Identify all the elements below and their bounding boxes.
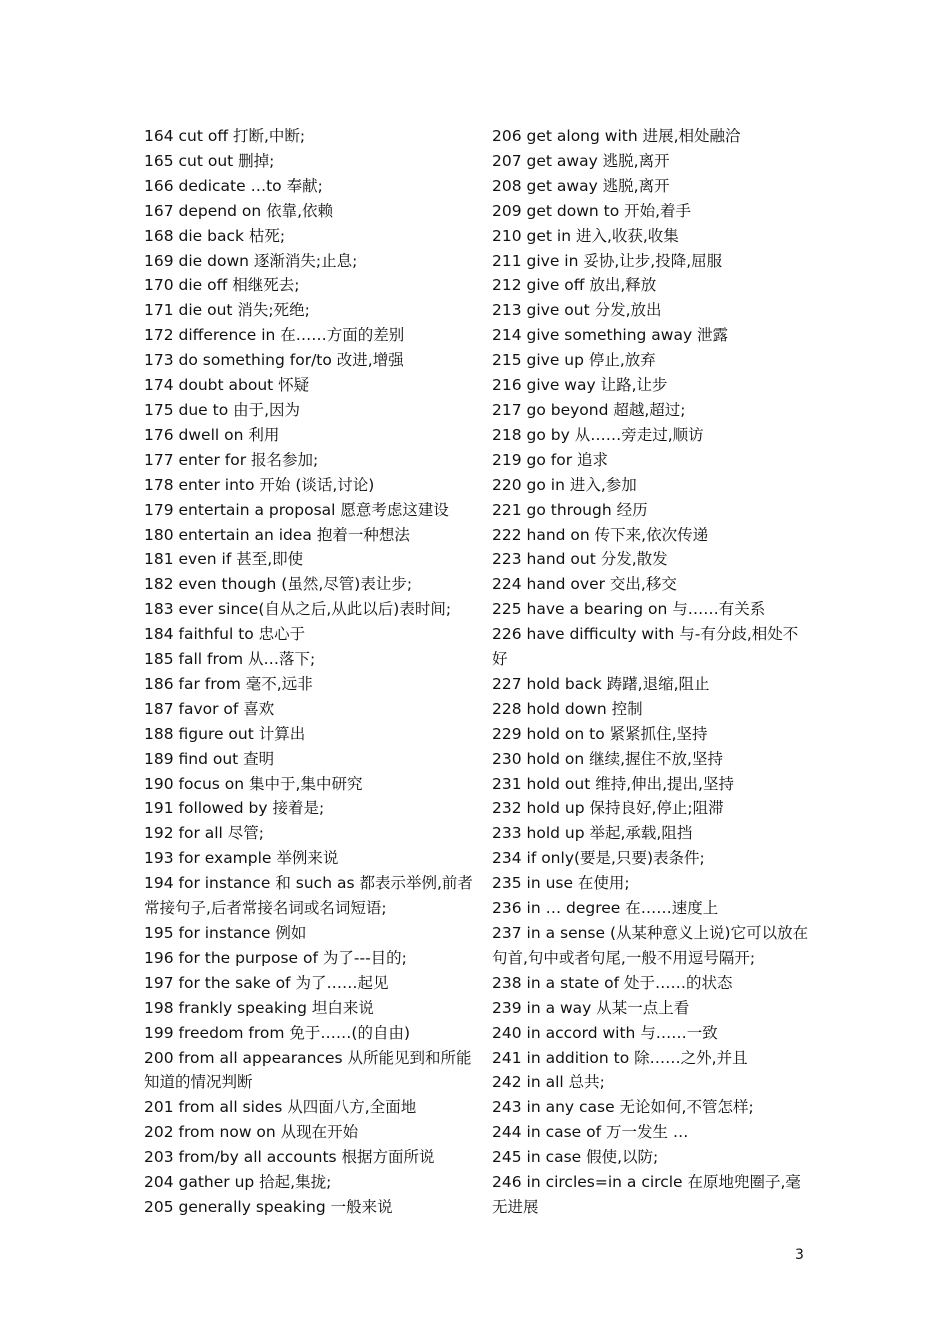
phrase-entry: 203 from/by all accounts 根据方面所说 xyxy=(144,1148,435,1167)
phrase-entry: 186 far from 毫不,远非 xyxy=(144,674,313,693)
phrase-entry: 241 in addition to 除……之外,并且 xyxy=(492,1048,748,1067)
phrase-entry: 244 in case of 万一发生 … xyxy=(492,1123,689,1142)
phrase-entry: 166 dedicate …to 奉献; xyxy=(144,176,323,195)
phrase-entry: 185 fall from 从…落下; xyxy=(144,650,316,669)
phrase-entry: 242 in all 总共; xyxy=(492,1073,605,1092)
phrase-entry: 192 for all 尽管; xyxy=(144,824,265,843)
phrase-entry: 202 from now on 从现在开始 xyxy=(144,1123,359,1142)
phrase-entry: 223 hand out 分发,散发 xyxy=(492,550,668,569)
phrase-entry: 222 hand on 传下来,依次传递 xyxy=(492,525,709,544)
phrase-entry: 220 go in 进入,参加 xyxy=(492,475,637,494)
phrase-entry: 240 in accord with 与……一致 xyxy=(492,1023,718,1042)
phrase-entry: 204 gather up 拾起,集拢; xyxy=(144,1173,332,1192)
phrase-entry: 184 faithful to 忠心于 xyxy=(144,625,306,644)
phrase-entry: 188 figure out 计算出 xyxy=(144,724,306,743)
phrase-entry: 235 in use 在使用; xyxy=(492,874,630,893)
phrase-entry: 171 die out 消失;死绝; xyxy=(144,301,310,320)
phrase-entry: 206 get along with 进展,相处融洽 xyxy=(492,127,741,145)
phrase-entry: 217 go beyond 超越,超过; xyxy=(492,400,686,419)
phrase-entry: 225 have a bearing on 与……有关系 xyxy=(492,600,766,619)
phrase-entry: 198 frankly speaking 坦白来说 xyxy=(144,998,374,1017)
phrase-entry: 194 for instance 和 such as 都表示举例,前者常接句子,后者常接名词或名词短语; xyxy=(144,874,473,918)
phrase-entry: 167 depend on 依靠,依赖 xyxy=(144,201,334,220)
phrase-entry: 181 even if 甚至,即使 xyxy=(144,550,304,569)
phrase-entry: 214 give something away 泄露 xyxy=(492,326,729,345)
phrase-entry: 233 hold up 举起,承载,阻挡 xyxy=(492,824,693,843)
phrase-entry: 208 get away 逃脱,离开 xyxy=(492,176,670,195)
phrase-entry: 191 followed by 接着是; xyxy=(144,799,325,818)
phrase-entry: 205 generally speaking 一般来说 xyxy=(144,1197,393,1216)
phrase-entry: 189 find out 查明 xyxy=(144,749,275,768)
phrase-entry: 190 focus on 集中于,集中研究 xyxy=(144,774,363,793)
phrase-entry: 182 even though (虽然,尽管)表让步; xyxy=(144,575,413,594)
phrase-entry: 168 die back 枯死; xyxy=(144,226,286,245)
phrase-entry: 212 give off 放出,释放 xyxy=(492,276,657,295)
phrase-entry: 193 for example 举例来说 xyxy=(144,849,339,868)
phrase-entry: 170 die off 相继死去; xyxy=(144,276,300,295)
phrase-entry: 177 enter for 报名参加; xyxy=(144,450,319,469)
phrase-entry: 246 in circles=in a circle 在原地兜圈子,毫无进展 xyxy=(492,1173,801,1216)
phrase-entry: 231 hold out 维持,伸出,提出,坚持 xyxy=(492,774,734,793)
phrase-entry: 239 in a way 从某一点上看 xyxy=(492,998,690,1017)
phrase-entry: 245 in case 假使,以防; xyxy=(492,1148,659,1167)
phrase-entry: 172 difference in 在……方面的差别 xyxy=(144,326,405,345)
phrase-entry: 211 give in 妥协,让步,投降,屈服 xyxy=(492,251,723,270)
phrase-entry: 234 if only(要是,只要)表条件; xyxy=(492,849,705,868)
phrase-entry: 236 in … degree 在……速度上 xyxy=(492,899,719,918)
phrase-entry: 229 hold on to 紧紧抓住,坚持 xyxy=(492,724,708,743)
phrase-entry: 169 die down 逐渐消失;止息; xyxy=(144,251,358,270)
phrase-entry: 215 give up 停止,放弃 xyxy=(492,351,656,370)
phrase-entry: 219 go for 追求 xyxy=(492,450,609,469)
phrase-entry: 176 dwell on 利用 xyxy=(144,425,280,444)
phrase-entry: 243 in any case 无论如何,不管怎样; xyxy=(492,1098,754,1117)
phrase-entry: 175 due to 由于,因为 xyxy=(144,400,301,419)
phrase-entry: 183 ever since(自从之后,从此以后)表时间; xyxy=(144,600,452,619)
phrase-entry: 196 for the purpose of 为了---目的; xyxy=(144,948,407,967)
phrase-entry: 178 enter into 开始 (谈话,讨论) xyxy=(144,475,375,494)
phrase-entry: 226 have difficulty with 与-有分歧,相处不好 xyxy=(492,625,799,669)
phrase-entry: 199 freedom from 免于……(的自由) xyxy=(144,1023,411,1042)
phrase-entry: 164 cut off 打断,中断; xyxy=(144,127,306,145)
phrase-entry: 224 hand over 交出,移交 xyxy=(492,575,677,594)
phrase-entry: 200 from all appearances 从所能见到和所能知道的情况判断 xyxy=(144,1048,472,1092)
phrase-entry: 238 in a state of 处于……的状态 xyxy=(492,973,733,992)
phrase-entry: 218 go by 从……旁走过,顺访 xyxy=(492,425,704,444)
phrase-entry: 210 get in 进入,收获,收集 xyxy=(492,226,679,245)
phrase-entry: 165 cut out 删掉; xyxy=(144,151,275,170)
phrase-entry: 230 hold on 继续,握住不放,坚持 xyxy=(492,749,723,768)
phrase-entry: 221 go through 经历 xyxy=(492,500,648,519)
phrase-entry: 232 hold up 保持良好,停止;阻滞 xyxy=(492,799,724,818)
phrase-entry: 227 hold back 踌躇,退缩,阻止 xyxy=(492,674,710,693)
phrase-entry: 173 do something for/to 改进,增强 xyxy=(144,351,404,370)
phrase-entry: 187 favor of 喜欢 xyxy=(144,699,275,718)
phrase-entry: 197 for the sake of 为了……起见 xyxy=(144,973,389,992)
phrase-entry: 179 entertain a proposal 愿意考虑这建设 xyxy=(144,500,449,519)
phrase-entry: 216 give way 让路,让步 xyxy=(492,376,668,395)
phrase-entry: 228 hold down 控制 xyxy=(492,699,643,718)
phrase-entry: 209 get down to 开始,着手 xyxy=(492,201,692,220)
right-column xyxy=(492,124,810,1220)
phrase-entry: 195 for instance 例如 xyxy=(144,924,307,942)
phrase-entry: 213 give out 分发,放出 xyxy=(492,301,662,320)
phrase-entry: 237 in a sense (从某种意义上说)它可以放在句首,句中或者句尾,一般不用逗号隔开; xyxy=(492,924,809,967)
phrase-entry: 174 doubt about 怀疑 xyxy=(144,376,310,395)
phrase-entry: 201 from all sides 从四面八方,全面地 xyxy=(144,1098,417,1117)
left-column xyxy=(144,124,474,1220)
phrase-entry: 207 get away 逃脱,离开 xyxy=(492,151,670,170)
phrase-entry: 180 entertain an idea 抱着一种想法 xyxy=(144,525,410,544)
page-number: 3 xyxy=(795,1247,804,1263)
